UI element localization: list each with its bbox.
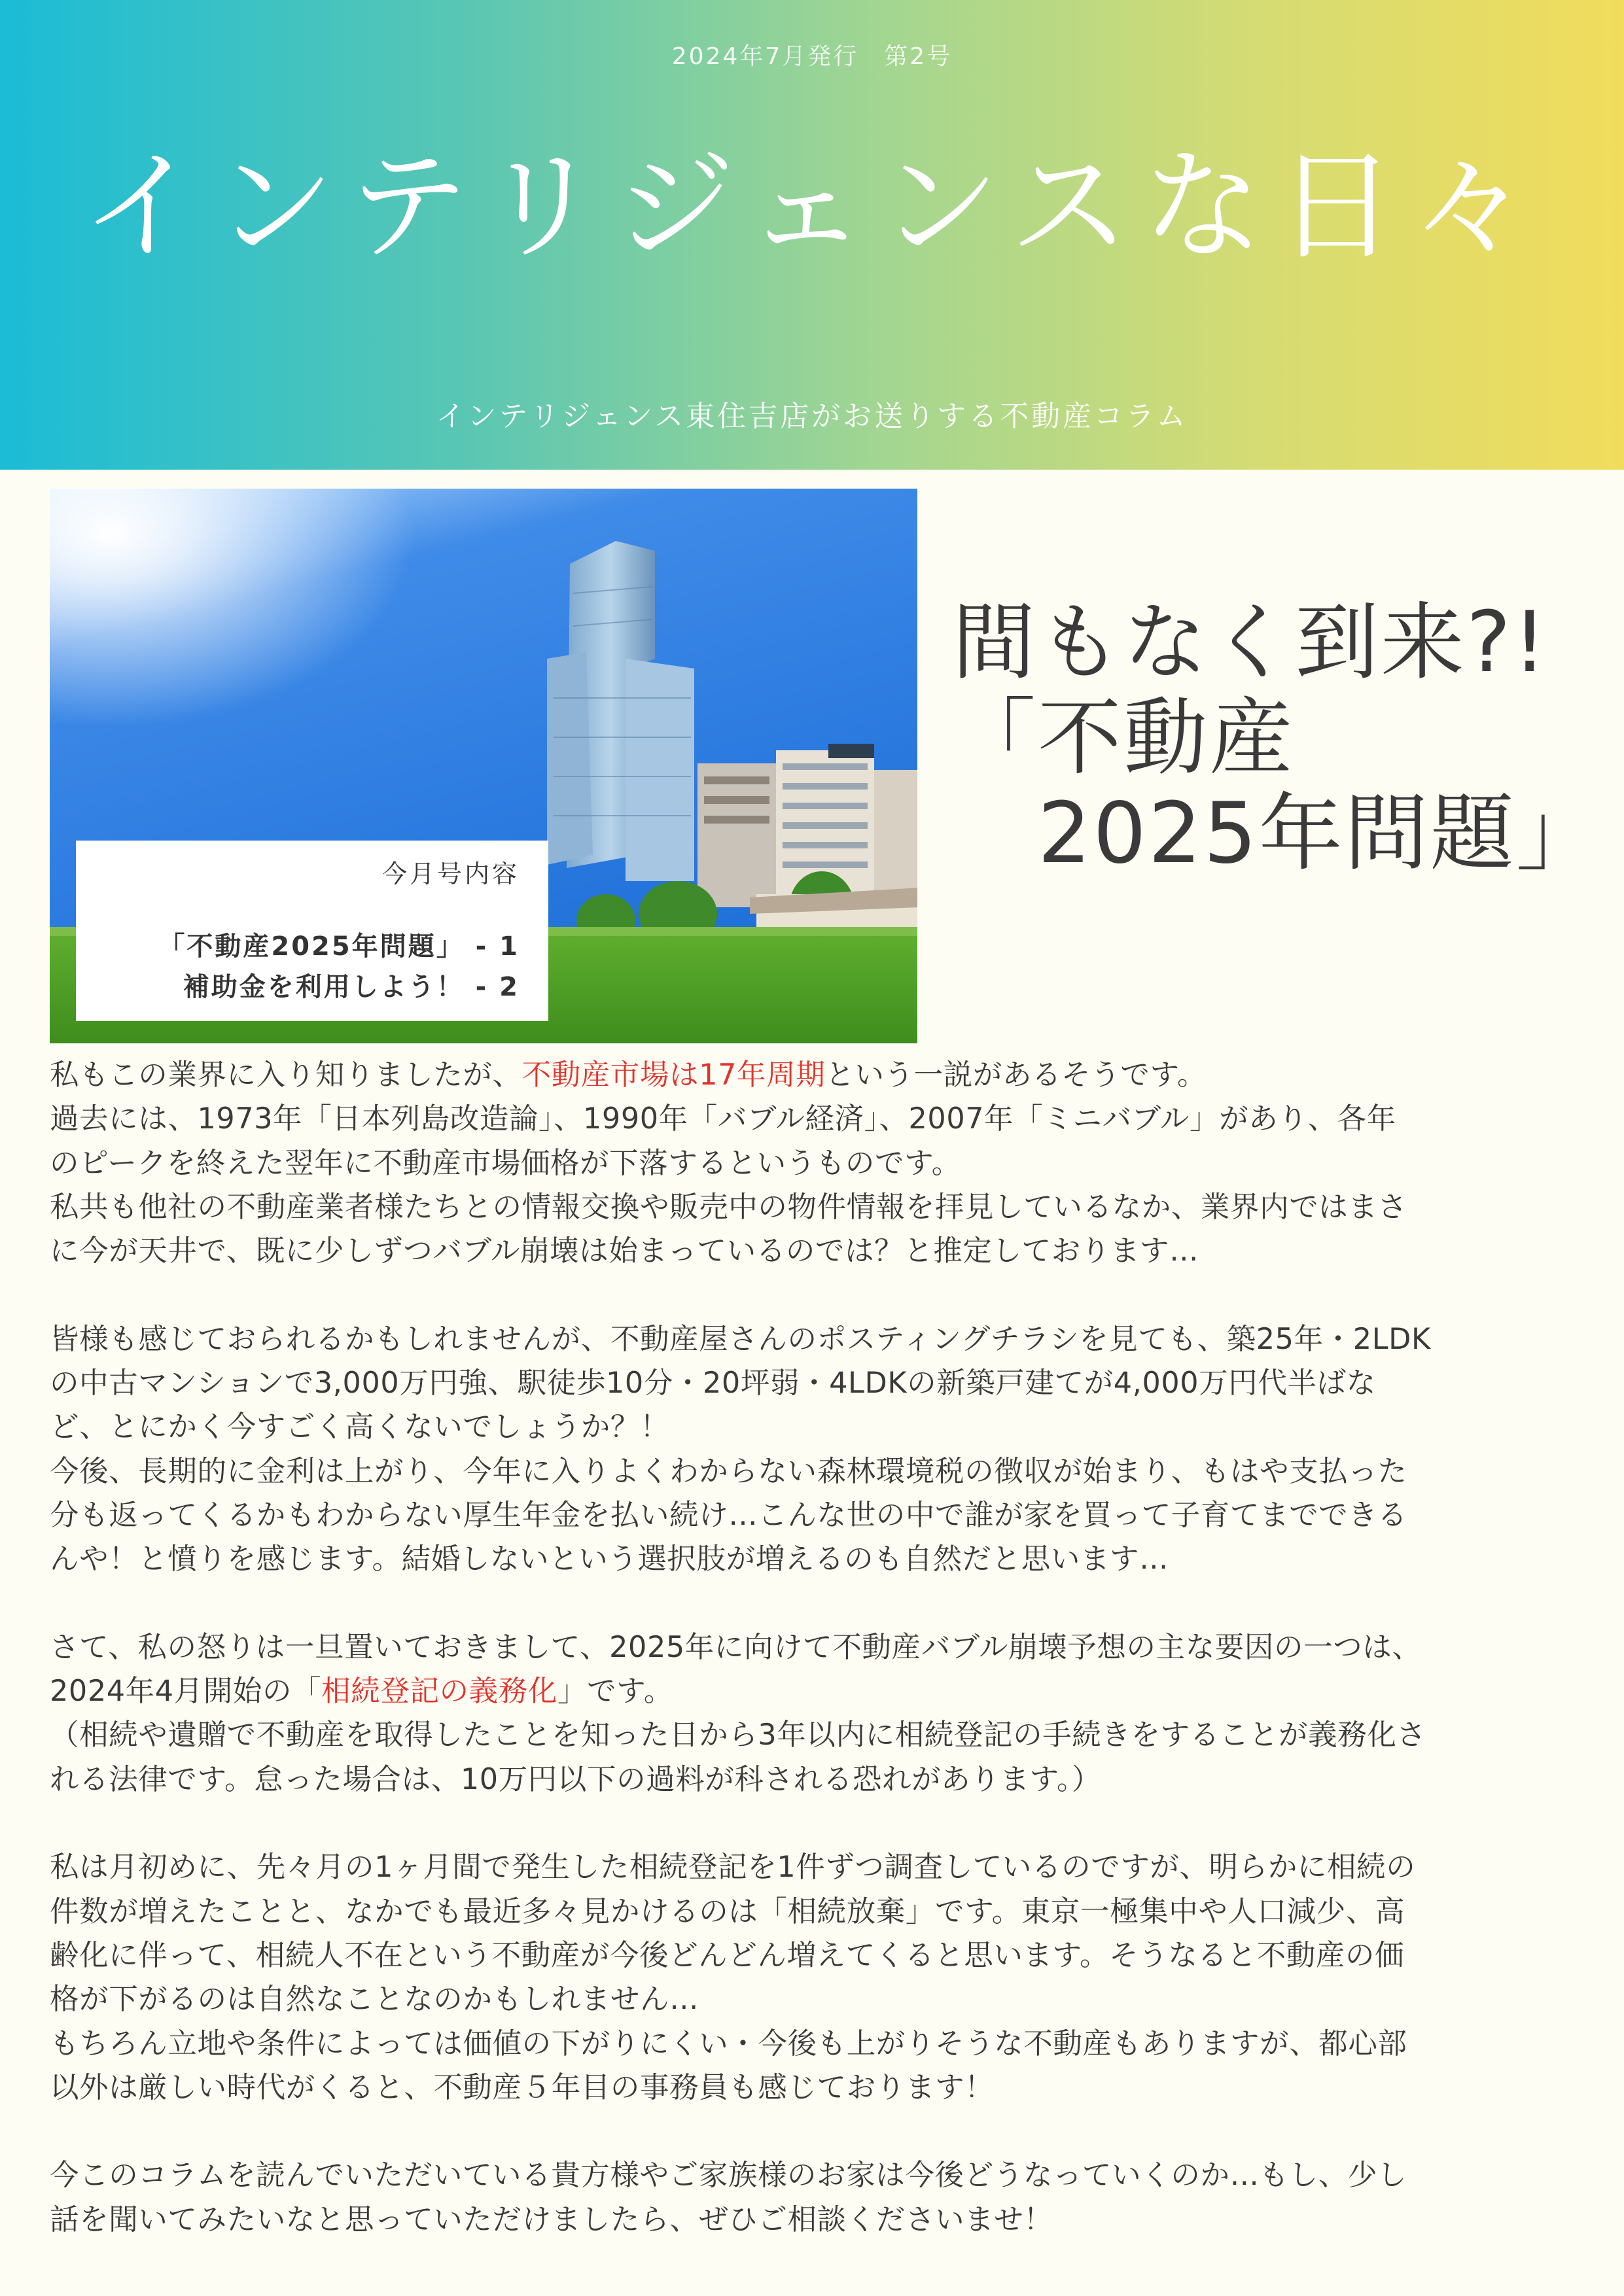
toc-item: 「不動産2025年問題」 - 1 <box>158 931 520 962</box>
text-segment: 」です。 <box>557 1675 673 1709</box>
text-line: のピークを終えた翌年に不動産市場価格が下落するというものです。 <box>50 1146 961 1180</box>
masthead <box>0 0 1624 470</box>
text-line: （相続や遺贈で不動産を取得したことを知った日から3年以内に相続登記の手続きをすることが義務化さ <box>50 1718 1426 1752</box>
text-segment: 2024年4月開始の「 <box>50 1675 322 1709</box>
text-line: 分も返ってくるかもわからない厚生年金を払い続け…こんな世の中で誰が家を買って子育てまでできる <box>50 1498 1407 1532</box>
highlight-text: 不動産市場は17年周期 <box>521 1058 826 1092</box>
text-line: もちろん立地や条件によっては価値の下がりにくい・今後も上がりそうな不動産もありますが、都心部 <box>50 2026 1407 2061</box>
paragraph-5 <box>50 2153 1584 2242</box>
highlight-text: 相続登記の義務化 <box>321 1675 557 1709</box>
text-line: 話を聞いてみたいなと思っていただけましたら、ぜひご相談くださいませ！ <box>50 2202 1053 2236</box>
text-line: 格が下がるのは自然なことなのかもしれません… <box>50 1983 699 2017</box>
text-line <box>50 1053 1584 1097</box>
headline-line-2: 「不動産 <box>952 689 1296 787</box>
text-line: 今後、長期的に金利は上がり、今年に入りよくわからない森林環境税の徴収が始まり、もはや支払った <box>50 1454 1407 1488</box>
newsletter-title: インテリジェンスな日々 <box>80 137 1544 277</box>
text-line: ど、とにかく今すごく高くないでしょうか？！ <box>50 1410 670 1444</box>
paragraph-1 <box>50 1053 1584 1273</box>
headline-line-3: 2025年問題」 <box>952 784 1602 882</box>
text-line: に今が天井で、既に少しずつバブル崩壊は始まっているのでは？と推定しております… <box>50 1234 1199 1268</box>
text-line: 過去には、1973年「日本列島改造論」、1990年「バブル経済」、2007年「ミニバブル」があり、各年 <box>50 1102 1396 1136</box>
headline-line-1: 間もなく到来?! <box>952 594 1549 691</box>
article-body <box>50 1053 1584 2286</box>
text-line: 私共も他社の不動産業者様たちとの情報交換や販売中の物件情報を拝見しているなか、業界内ではまさ <box>50 1190 1407 1224</box>
text-line: れる法律です。怠った場合は、10万円以下の過料が科される恐れがあります。） <box>50 1762 1101 1796</box>
text-segment: 私もこの業界に入り知りましたが、 <box>50 1058 522 1092</box>
toc-item: 補助金を利用しよう！ - 2 <box>183 972 520 1002</box>
issue-date: 2024年7月発行 第2号 <box>671 43 953 70</box>
table-of-contents <box>76 841 548 1021</box>
text-line: 今このコラムを読んでいただいている貴方様やご家族様のお家は今後どうなっていくのか…もし、少し <box>50 2159 1407 2193</box>
article-headline <box>952 595 1606 882</box>
newsletter-subtitle: インテリジェンス東住吉店がお送りする不動産コラム <box>436 400 1188 433</box>
text-line: 皆様も感じておられるかもしれませんが、不動産屋さんのポスティングチラシを見ても、築25年・2LDK <box>50 1322 1431 1356</box>
text-line: さて、私の怒りは一旦置いておきまして、2025年に向けて不動産バブル崩壊予想の主な要因の一つは、 <box>50 1630 1422 1664</box>
text-line <box>50 1669 1584 1713</box>
text-line: んや！と憤りを感じます。結婚しないという選択肢が増えるのも自然だと思います… <box>50 1542 1169 1576</box>
paragraph-4 <box>50 1845 1584 2110</box>
text-line: の中古マンションで3,000万円強、駅徒歩10分・20坪弱・4LDKの新築戸建てが4,000万円代半ばな <box>50 1366 1376 1400</box>
text-line: 私は月初めに、先々月の1ヶ月間で発生した相続登記を1件ずつ調査しているのですが、明らかに相続の <box>50 1851 1416 1885</box>
toc-heading: 今月号内容 <box>381 860 520 888</box>
text-line: 齢化に伴って、相続人不在という不動産が今後どんどん増えてくると思います。そうなると不動産の価 <box>50 1938 1405 1972</box>
text-line: 以外は厳しい時代がくると、不動産５年目の事務員も感じております！ <box>50 2070 995 2104</box>
text-line: 件数が増えたことと、なかでも最近多々見かけるのは「相続放棄」です。東京一極集中や人口減少、高 <box>50 1894 1405 1928</box>
text-segment: という一説があるそうです。 <box>825 1058 1207 1092</box>
paragraph-3 <box>50 1626 1584 1801</box>
paragraph-2 <box>50 1317 1584 1582</box>
